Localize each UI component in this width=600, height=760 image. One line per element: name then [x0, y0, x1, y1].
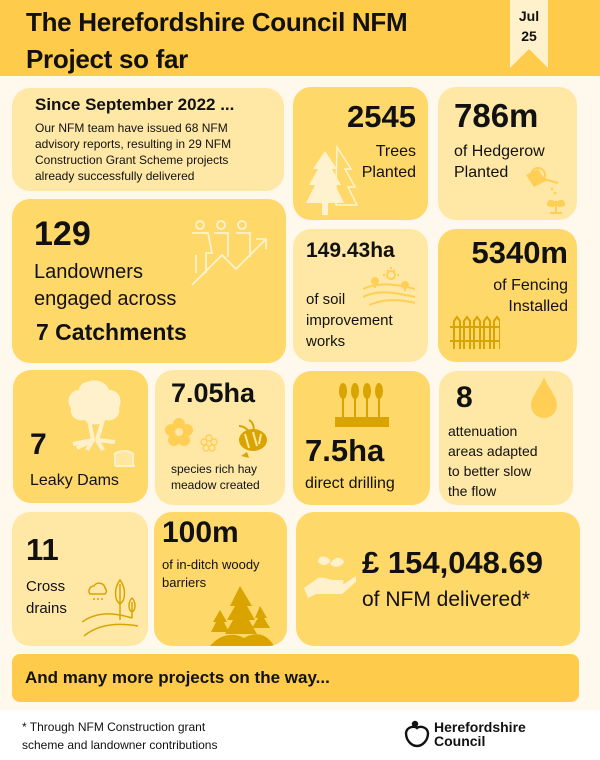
people-growth-icon: [184, 219, 272, 289]
cross-drains-label: Cross drains: [26, 578, 67, 617]
pine-trees-icon: [303, 145, 358, 215]
banner-text: And many more projects on the way...: [25, 668, 330, 687]
water-drop-icon: [529, 377, 559, 419]
drilling-card: [293, 371, 430, 505]
woody-barriers-label: of in-ditch woody barriers: [162, 557, 260, 590]
wheat-icon: [335, 379, 389, 427]
rain-landscape-icon: [82, 578, 142, 638]
date-badge: Jul 25: [518, 8, 540, 44]
council-logo: Herefordshire Council: [404, 720, 526, 748]
attenuation-value: 8: [456, 381, 473, 414]
page-title: The Herefordshire Council NFM Project so far: [26, 7, 408, 74]
footnote: * Through NFM Construction grant scheme and landowner contributions: [22, 720, 218, 752]
soil-value: 149.43ha: [306, 239, 395, 262]
soil-label: of soil improvement works: [306, 291, 393, 350]
fencing-label: of Fencing Installed: [493, 277, 568, 315]
leaky-dams-label: Leaky Dams: [30, 472, 119, 489]
forest-hill-icon: [210, 586, 274, 646]
intro-card: [12, 88, 284, 191]
fencing-card: [438, 229, 577, 362]
more-projects-banner: [12, 654, 579, 702]
catchments-label: 7 Catchments: [36, 319, 187, 345]
funding-value: £ 154,048.69: [362, 545, 544, 580]
flowers-bee-icon: [165, 416, 275, 462]
hedgerow-value: 786m: [454, 97, 539, 134]
hand-seedling-icon: [304, 550, 356, 600]
trees-card: [293, 87, 428, 220]
meadow-label: species rich hay meadow created: [171, 462, 260, 492]
landowners-label: Landowners engaged across: [34, 261, 177, 310]
footer: [0, 710, 600, 760]
soil-card: [293, 229, 428, 362]
hedgerow-card: [438, 87, 577, 220]
funding-card: [296, 512, 580, 646]
trees-value: 2545: [347, 99, 416, 134]
woody-barriers-card: [154, 512, 287, 646]
attenuation-label: attenuation areas adapted to better slow the flow: [448, 423, 538, 499]
intro-body: Our NFM team have issued 68 NFM advisory reports, resulting in 29 NFM Construction Grant Scheme projects already successfully delivered: [35, 121, 232, 183]
fencing-value: 5340m: [471, 235, 568, 270]
watering-can-icon: [522, 165, 568, 215]
meadow-value: 7.05ha: [171, 378, 256, 408]
landowners-card: [12, 199, 286, 363]
leaky-dams-value: 7: [30, 428, 47, 461]
header: [0, 0, 600, 76]
drilling-value: 7.5ha: [305, 433, 385, 468]
tree-roots-icon: [57, 378, 137, 478]
trees-label: Trees Planted: [361, 143, 416, 181]
hedgerow-label: of Hedgerow Planted: [454, 143, 545, 181]
cross-drains-value: 11: [26, 532, 59, 567]
attenuation-card: [439, 371, 573, 505]
landowners-value: 129: [34, 215, 91, 253]
leaky-dams-card: [13, 370, 148, 503]
intro-heading: Since September 2022 ...: [35, 95, 235, 114]
woody-barriers-value: 100m: [162, 516, 239, 549]
meadow-card: [155, 370, 285, 505]
cross-drains-card: [12, 512, 148, 646]
fence-icon: [450, 315, 500, 349]
drilling-label: direct drilling: [305, 475, 395, 492]
funding-label: of NFM delivered*: [362, 588, 531, 611]
apple-logo-icon: [404, 720, 430, 748]
